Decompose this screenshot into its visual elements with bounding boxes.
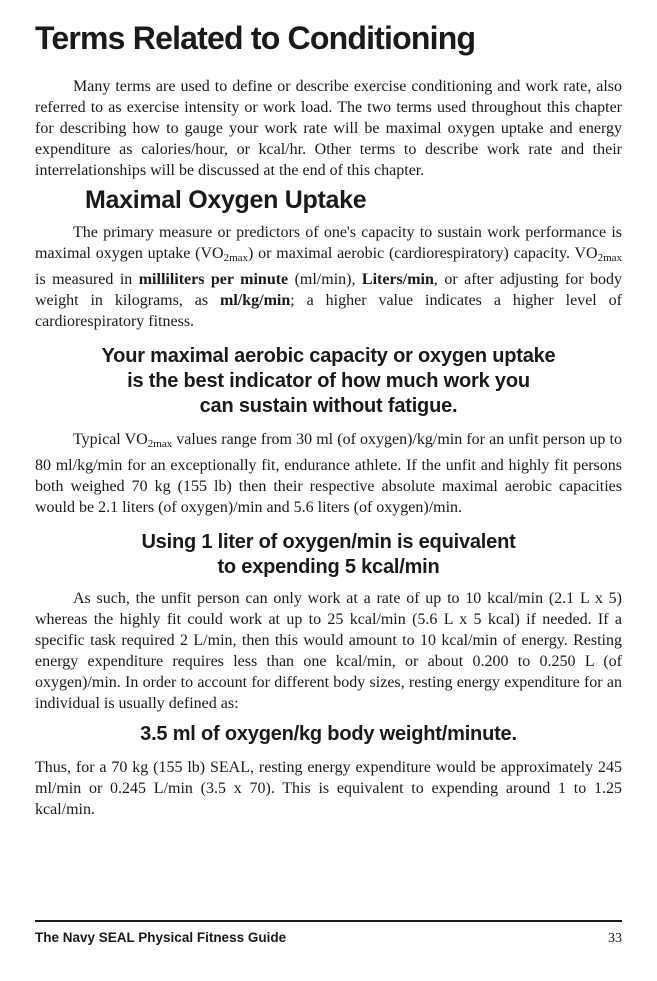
callout-resting-energy-definition: 3.5 ml of oxygen/kg body weight/minute. (140, 723, 517, 745)
closing-paragraph: Thus, for a 70 kg (155 lb) SEAL, resting energy expenditure would be approximately 245 ml/min or 0.245 L/min (3.5 x 70). This is equivalent to expending around 1 to 1.25 kcal/min. (35, 759, 622, 818)
paragraph-text: ; a higher value indicates a higher level of cardiorespiratory fitness. (35, 292, 622, 330)
section-heading-maximal-oxygen-uptake: Maximal Oxygen Uptake (85, 186, 367, 214)
paragraph-text: The primary measure or predictors of one's capacity to sustain work performance is maximal oxygen uptake (VO (35, 224, 622, 262)
paragraph-text: is measured in (35, 271, 139, 288)
footer-page-number: 33 (608, 931, 622, 946)
callout-aerobic-capacity (35, 344, 622, 419)
paragraph-text: values range from 30 ml (of oxygen)/kg/min for an unfit person up to 80 ml/kg/min for an exceptionally fit, endurance athlete. If the unfit and highly fit persons both weighed 70 kg (155 lb) then their respective absolute maximal aerobic capacities would be 2.1 liters (of oxygen)/min and 5.6 liters (of oxygen)/min. (35, 431, 622, 516)
callout-line: to expending 5 kcal/min (217, 556, 440, 578)
page-footer (35, 920, 622, 947)
callout-line: Your maximal aerobic capacity or oxygen uptake (101, 345, 556, 367)
vo2max-definition-paragraph (35, 222, 622, 332)
typical-values-paragraph (35, 429, 622, 518)
paragraph-text: Typical VO (73, 431, 148, 448)
callout-line: Using 1 liter of oxygen/min is equivalent (141, 531, 516, 553)
callout-oxygen-kcal-equivalence (35, 530, 622, 580)
bold-term-ml-kg-min: ml/kg/min (220, 292, 291, 309)
vo2max-subscript: 2max (597, 252, 623, 264)
page-title: Terms Related to Conditioning (35, 20, 476, 56)
bold-term-liters-min: Liters/min (361, 271, 434, 288)
work-rate-paragraph: As such, the unfit person can only work at a rate of up to 10 kcal/min (2.1 L x 5) whereas the highly fit could work at up to 25 kcal/min (5.6 L x 5 kcal) if needed. If a specific task required 2 L/min, then this would amount to 10 kcal/min of energy. Resting energy expenditure requires less than one kcal/min, or about 0.200 to 0.250 L (of oxygen)/min. In order to account for different body sizes, resting energy expenditure for an individual is usually defined as: (35, 590, 622, 712)
vo2max-subscript: 2max (223, 252, 249, 264)
bold-term-milliliters-per-minute: milliliters per minute (138, 271, 289, 288)
paragraph-text: , or after adjusting for body weight in kilograms, as (35, 271, 623, 309)
paragraph-text: (ml/min), (288, 271, 362, 288)
intro-paragraph: Many terms are used to define or describe exercise conditioning and work rate, also referred to as exercise intensity or work load. The two terms used throughout this chapter for describing how to gauge your work rate will be maximal oxygen uptake and energy expenditure as calories/hour, or kcal/hr. Other terms to describe work rate and their interrelationships will be discussed at the end of this chapter. (35, 78, 622, 179)
callout-line: can sustain without fatigue. (199, 395, 458, 417)
paragraph-text: ) or maximal aerobic (cardiorespiratory) capacity. VO (248, 245, 598, 262)
vo2max-subscript: 2max (147, 438, 173, 450)
footer-book-title: The Navy SEAL Physical Fitness Guide (35, 930, 287, 945)
callout-line: is the best indicator of how much work you (127, 370, 530, 392)
